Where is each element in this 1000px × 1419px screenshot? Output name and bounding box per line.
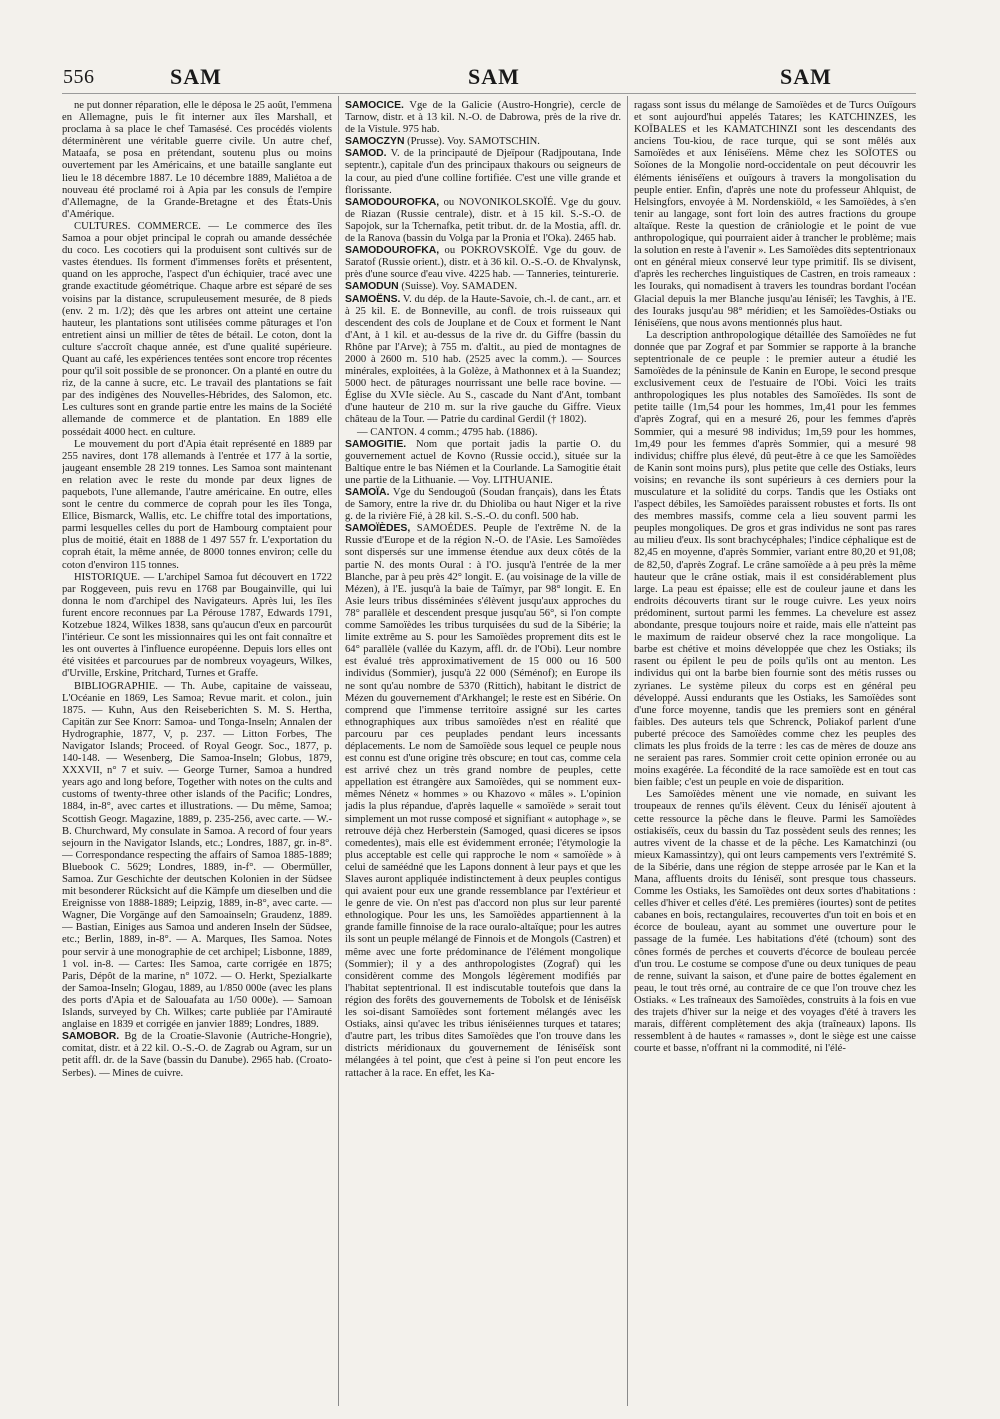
entry-text: ou POKROVSKOÏÉ. Vge du gouv. de Saratof (Russie orient.), distr. et à 36 kil. O.-S.-O. de Khvalynsk, près d'une source d'eau vive. 4225 hab. — Tanneries, teinturerie.: [345, 245, 621, 281]
entry-headword: SAMOD.: [345, 148, 387, 160]
dictionary-entry: [345, 197, 621, 245]
column-rule-1: [338, 96, 339, 1406]
entry-text: Vge de la Galicie (Austro-Hongrie), cercle de Tarnow, distr. et à 13 kil. N.-O. de Dabrowa, près de la rive dr. de la Vistule. 975 hab.: [345, 100, 621, 136]
paragraph: ne put donner réparation, elle le déposa le 25 août, l'emmena en Allemagne, puis le fit interner aux îles Marshall, et proclama à sa place le chef Tamasésé. Ces procédés violents déterminèrent une véritable guerre civile. Un autre chef, Mataafa, se posa en prétendant, soutenu plus ou moins ouvertement par les Américains, et une bataille sanglante eut lieu le 18 décembre 1887. Le 10 décembre 1889, Maliétoa a de nouveau été proclamé roi à Apia par les consuls de l'empire d'Allemagne, de la Grande-Bretagne et des États-Unis d'Amérique.: [62, 100, 332, 220]
paragraph: Les Samoïèdes mènent une vie nomade, en suivant les troupeaux de rennes qu'ils élèvent. Ceux du Iéniséï ajoutent à cette ressource la pêche dans le fleuve. Parmi les Samoïèdes ostiakiséïs, ceux du bassin du Taz possèdent seuls des rennes; les autres vivent de la chasse et de la pêche. Les Kamatchinzi (ou mieux Kamassintzy), qui ont leurs campements vers l'extrémité S. de la Sibérie, dans une région de steppe arrosée par le Kan et la Mana, affluents droits du Iéniséï, sont presque tous chasseurs. Comme les Ostiaks, les Samoïèdes ont deux sortes d'habitations : celles d'hiver et celles d'été. Les premières (iourtes) sont de petites cabanes en bois, rectangulaires, recouvertes d'un toit en bois et en écorce de bouleau, ayant au sommet une ouverture pour le passage de la fumée. Les habitations d'été (tchoum) sont des cônes formés de perches et couverts d'écorce de bouleau percée d'un trou. Le costume se compose d'une ou deux tuniques de peau de renne, suivant la saison, et d'une paire de bottes également en peau, le tout très orné, au contraire de ce que l'on trouve chez les Ostiaks. « Les traîneaux des Samoïèdes, construits à la fois en vue des trajets d'hiver sur la neige et des voyages d'été à travers les marais, diffèrent complètement des akja (traîneaux) lapons. Ils ressemblent à de hautes « ramasses », dont le siège est une caisse courte et basse, n'offrant ni la commodité, ni l'élé-: [634, 789, 916, 1055]
dictionary-entry: [345, 294, 621, 427]
dictionary-entry: [345, 245, 621, 281]
entry-headword: SAMOCICE.: [345, 100, 404, 111]
entry-headword: SAMODOUROFKA,: [345, 196, 440, 208]
running-head-center: SAM: [468, 64, 520, 89]
paragraph: BIBLIOGRAPHIE. — Th. Aube, capitaine de vaisseau, L'Océanie en 1869, Les Samoa; Revue marit. et colon., juin 1875. — Kuhn, Aus den Reiseberichten S. M. S. Hertha, Capitän zur See Knorr: Samoa- und Tonga-Inseln; Annalen der Hydrographie, 1877, V, p. 237. — Litton Forbes, The Navigator Islands; Proceed. of Royal Geogr. Soc., 1877, p. 140-148. — Wesenberg, Die Samoa-Inseln; Globus, 1879, XXXVII, n° 7 et suiv. — George Turner, Samoa a hundred years ago and long before, Together with notes on the cults and customs of twenty-three other islands of the Pacific; Londres, 1884, in-8°, avec cartes et illustrations. — Du même, Samoa; Scottish Geogr. Magazine, 1889, p. 235-256, avec carte. — W.-B. Churchward, My consulate in Samoa. A record of four years sejourn in the Navigator Islands, etc.; Londres, 1887, gr. in-8°. — Correspondance respecting the affairs of Samoa 1885-1889; Bluebook C. 5629; Londres, 1889, in-f°. — Obermüller, Samoa. Zur Geschichte der deutschen Kolonien in der Südsee mit besonderer Rücksicht auf die Kämpfe um dieselben und die Ereignisse von 1888-1889; Leipzig, 1889, in-8°, avec carte. — Wagner, Die Vorgänge auf den Samoainseln; Graudenz, 1889. — Bastian, Einiges aus Samoa und anderen Inseln der Südsee, etc.; Berlin, 1889, in-8°. — A. Marques, Iles Samoa. Notes pour servir à une monographie de cet archipel; Lisbonne, 1889, 1 vol. in-8. — Cartes: Iles Samoa, carte corrigée en 1875; Paris, Dépôt de la marine, n° 1072. — O. Herkt, Spezialkarte der Samoa-Inseln; Glogau, 1889, au 1/850 000e (avec les plans des ports d'Apia et de Salouafata au 1/50 000e). — Samoan Islands, surveyed by Ch. Wilkes; carte publiée par l'Amirauté anglaise en 1839 et corrigée en janvier 1889; Londres, 1889.: [62, 680, 332, 1031]
entry-headword: SAMOÏA.: [345, 487, 390, 498]
paragraph: La description anthropologique détaillée des Samoïèdes ne fut donnée que par Zograf et par Sommier se rapporte à la branche septentrionale de ce peuple : le premier auteur a étudié les Samoïèdes de la péninsule de Kanin en Europe, le second presque exclusivement ceux de l'estuaire de l'Obi. Voici les traits anthropologiques les plus notables des Samoïèdes. Ils sont de petite taille (1m,54 pour les hommes, 1m,41 pour les femmes d'après Zograf, qui en a mesuré 26, pour les femmes d'après Sommier, qui a mesuré 98 individus; 1m,59 pour les hommes, 1m,49 pour les femmes d'après Sommier, qui a mesuré 98 individus; chiffre plus élevé, dû peut-être à ce que les Samoïèdes de Kanin sont moins purs), plus petite que celle des Ostiaks, leurs voisins; en revanche ils sont supérieurs à ces derniers pour la musculature et la solidité du corps. Tandis que les Ostiaks ont l'aspect débiles, les Samoïèdes paraissent robustes et forts. Ils ont des membres massifs, comme cela a lieu souvent parmi les peuples mongoliques. De gros et gras individus ne sont pas rares au milieu d'eux. Ils sont brachycéphales; l'indice céphalique est de 82,45 en moyenne, d'après Sommier, variant entre 80,20 et 91,08; de 82,50, d'après Zograf. Le crâne samoïède a à peu près la même hauteur que le crâne ostiak, mais il est considérablement plus large. La peau est épaisse; elle est de couleur jaune et dans les endroits découverts tirant sur le rouge cuivre. Les yeux noirs prédominent, surtout parmi les femmes. La chevelure est assez abondante, presque toujours noire et raide, mais elle n'atteint pas le maximum de raideur observé chez la race mongolique. La barbe est chétive et moins développée que chez les Ostiaks; ils rasent ou épilent le peu de poils qu'ils ont au menton. Les individus qui ont la barbe bien fournie sont des métis russes ou zyrianes. Le système pileux du corps est en général peu développé. Aussi endurants que les Ostiaks, les Samoïèdes sont d'une force moyenne, tandis que les premiers sont en général faibles. Des auteurs tels que Schrenck, Poliakof parlent d'une puberté précoce des Samoïèdes comme chez les peuples des climats les plus froids de la terre : les cas de mères de douze ans ne seraient pas rares. Sommier croit cette opinion erronée ou au moins exagérée. La fécondité de la race samoïède est en tout cas bien faible; c'est un peuple en voie de disparition.: [634, 329, 916, 789]
entry-headword: SAMOËNS.: [345, 293, 401, 305]
entry-headword: SAMODUN: [345, 281, 399, 293]
entry-headword: SAMOBOR.: [62, 1031, 120, 1043]
running-head-right: SAM: [780, 64, 832, 89]
text-column-2: [345, 100, 621, 1410]
entry-text: Bg de la Croatie-Slavonie (Autriche-Hongrie), comitat, distr. et à 22 kil. O.-S.-O. de Zagrab ou Agram, sur un petit affl. dr. de la Save (bassin du Danube). 2965 hab. (Croato-Serbes). — Mines de cuivre.: [62, 1031, 332, 1079]
dictionary-entry: [345, 523, 621, 1079]
text-column-3: [634, 100, 916, 1410]
page-number: 556: [63, 66, 95, 88]
paragraph: — CANTON. 4 comm.; 4795 hab. (1886).: [357, 426, 538, 438]
dictionary-entry: [345, 281, 621, 293]
entry-text: (Suisse). Voy. SAMADEN.: [398, 281, 518, 293]
entry-headword: SAMOÏÈDES,: [345, 523, 411, 535]
entry-headword: SAMOGITIE.: [345, 438, 407, 450]
paragraph: HISTORIQUE. — L'archipel Samoa fut découvert en 1722 par Roggeveen, puis revu en 1768 par Bougainville, qui lui donna le nom d'archipel des Navigateurs. Après lui, les îles furent encore reconnues par La Pérouse 1787, Edwards 1791, Kotzebue 1824, Wilkes 1838, sans qu'aucun d'eux en parcourût l'intérieur. Ce sont les missionnaires qui les ont fait connaître et les ont ouvertes à l'influence européenne. Depuis lors elles ont été visitées et parcourues par de nombreux voyageurs, Wilkes, d'Urville, Erskine, Pritchard, Turnes et Graffe.: [62, 571, 332, 680]
column-rule-2: [627, 96, 628, 1406]
paragraph: ragass sont issus du mélange de Samoïèdes et de Turcs Ouïgours et sont aujourd'hui appelés Tatares; les KATCHINZES, les KOÏBALES et les KAMATCHINZI sont les descendants des anciens Tou-kiou, de race turque, qui se sont mêlés aux Samoïèdes et aux Iéniséïens. Même chez les SOÏOTES ou Soïones de la Mongolie nord-occidentale on peut découvrir les éléments iéniséïens et ouïgours à travers la mongolisation du peuple entier. Enfin, d'après une note du professeur Ahlquist, de Helsingfors, envoyée à M. Nordenskiöld, « les Samoïèdes, à s'en tenir au langage, sont fort loin des autres fractions du groupe altaïque. Reste la question de crâniologie et le point de vue anthropologique, qui pourraient aider à trancher le problème; mais la solution en reste à l'avenir ». Les Samoïèdes dits septentrionaux ont en général mieux conservé leur type primitif. Ils se divisent, d'après les recherches linguistiques de Castren, en trois rameaux : les Iouraks, qui nomadisent à travers les toundras bordant l'océan Glacial depuis la mer Blanche jusqu'au Iéniséï; les Tavghis, à l'E. des Iouraks jusqu'au 98° méridien; et les Samoïèdes-Ostiaks ou Iéniséïens, que nous avons mentionnés plus haut.: [634, 100, 916, 329]
dictionary-entry: [345, 148, 621, 196]
paragraph: CULTURES. COMMERCE. — Le commerce des îles Samoa a pour objet principal le coprah ou amande desséchée du coco. Les cocotiers qui la produisent sont cultivés sur de vastes étendues. Ils forment d'immenses forêts et présentent, quand on les approche, l'aspect d'un échiquier, tracé avec une grande exactitude géométrique. Chaque arbre est séparé de ses voisins par la distance, scrupuleusement mesurée, de 8 pieds (env. 2 m. 1/2); dès que les arbres ont atteint une certaine hauteur, les plantations sont utilisées comme pâturages et l'on entretient ainsi un millier de têtes de bétail. Le coton, dont la culture s'accroît chaque année, est d'une qualité supérieure. Quant au café, les expériences tentées sont encore trop récentes pour qu'il soit possible de se prononcer. On a planté en outre du riz, de la canne à sucre, etc. Le travail des plantations se fait par des indigènes des Nouvelles-Hébrides, des Salomon, etc. Les cultures sont en grande partie entre les mains de la Société allemande de commerce et de plantation. En 1889 elle possédait 4000 hect. en culture.: [62, 220, 332, 438]
text-column-1: [62, 100, 332, 1410]
header-rule: [62, 93, 916, 94]
entry-text: V. de la principauté de Djeïpour (Radjpoutana, Inde septentr.), capitale d'un des principaux thakours ou seigneurs de la cour, au pied d'une colline fortifiée. C'est une ville grande et florissante.: [345, 148, 621, 196]
dictionary-entry: [62, 1031, 332, 1079]
entry-headword: SAMOCZYN: [345, 136, 405, 148]
running-head-left: SAM: [170, 64, 222, 89]
dictionary-entry: [345, 100, 621, 136]
dictionary-entry: [345, 439, 621, 487]
entry-text: Vge du Sendougoû (Soudan français), dans les États de Samory, entre la rive dr. du Dhioliba ou haut Niger et la rive g. de la rivière Fié, à 28 kil. S.-S.-O. du confl. 500 hab.: [345, 487, 621, 523]
entry-text: Nom que portait jadis la partie O. du gouvernement actuel de Kovno (Russie occid.), située sur la Baltique entre le bas Niémen et la Courlande. La Samogitie était une partie de la Lithuanie. — Voy. LITHUANIE.: [345, 438, 621, 486]
entry-text: SAMOÉDES. Peuple de l'extrême N. de la Russie d'Europe et de la région N.-O. de l'Asie. Les Samoïèdes sont dispersés sur une immense étendue aux deux côtés de la partie N. des monts Oural : à l'O. jusqu'à l'entrée de la mer Blanche, par à peu près 42° longit. E. (au voisinage de la ville de Mézen), à l'E. jusqu'à la baie de Taïmyr, par 98° longit. E. En Asie leurs tribus disséminées s'élèvent jusqu'aux approches du 78° parallèle et descendent presque jusqu'au 56°, si l'on compte comme Samoïèdes les tribus turquisées du sud de la Sibérie; la limite extrême au S. pour les Samoïèdes proprement dits est le 64° parallèle (vallée du Kazym, affl. dr. de l'Obi). Leur nombre est évalué très approximativement de 15 000 ou 16 500 individus (Sommier), jusqu'à 22 000 (Séménof); en Europe ils ne sont qu'au nombre de 5370 (Rittich), habitant le district de Mézen du gouvernement d'Arkhangel; le reste est en Sibérie. On comprend que l'immense territoire assigné sur les cartes ethnographiques aux tribus samoïèdes n'est en réalité que parcouru par ces peuplades pendant leurs incessants déplacements. Le nom de Samoïède sous lequel ce peuple nous est connu est d'une origine très obscure; en tout cas, comme cela est arrivé chez un très grand nombre de peuples, cette appellation est étrangère aux Samoïèdes, qui se nomment eux-mêmes Nénetz « hommes » ou Khazovo « mâles ». L'opinion jadis la plus répandue, d'après laquelle « samoïède » serait tout simplement un mot russe composé et signifiant « autophage », se retrouve déjà chez Herberstein (Samoged, quasi diceres se ipsos comedentes), mais elle est évidemment erronée; l'étymologie la plus acceptable est celle qui rapproche le nom « samoïède » à celui de saméédné que les Lapons donnent à leur pays et que les Slaves auront appliquée indistinctement à deux peuples contigus qui avaient pour eux une grande ressemblance par l'extérieur et le genre de vie. On n'est pas d'accord non plus sur leur parenté ethnologique. Pour les uns, les Samoïèdes appartiennent à la grande famille finnoise de la race ouralo-altaïque; pour les autres ils sont un peuple mélangé de Finnois et de Mongols (Castren) et même avec une forte prédominance de l'élément mongolique (Sommier); il y a des anthropologistes (Zograf) qui les considèrent comme des Mongols légèrement modifiés par l'habitat septentrional. Il est indiscutable toutefois que dans la région des forêts des gouvernements de Tobolsk et de Iéniséïsk les soi-disant Samoïèdes sont fortement mélangés avec les Ostiaks, ainsi qu'avec les tribus iéniséiennes turques et tatares; d'autre part, les tribus dites Samoïèdes que l'on trouve dans les districts méridionaux du gouvernement de Iéniséïsk sont mélangées à tel point, que c'est à peine si l'on peut encore les rattacher à la race. En effet, les Ka-: [345, 523, 621, 1079]
paragraph: Le mouvement du port d'Apia était représenté en 1889 par 255 navires, dont 178 allemands à l'entrée et 177 à la sortie, jaugeant ensemble 28 219 tonnes. Les Samoa sont maintenant en relation avec le reste du monde par deux lignes de paquebots, l'une allemande, l'autre américaine. En outre, elles sont le centre du commerce de coprah pour les îles Tonga, Ellice, Bismarck, Wallis, etc. Le chiffre total des importations, parmi lesquelles celles du port de Hambourg comptaient pour plus de moitié, était en 1888 de 1 497 557 fr. L'exportation du coprah était, la même année, de 8000 tonnes environ; celle du coton d'environ 115 tonnes.: [62, 438, 332, 571]
entry-text: V. du dép. de la Haute-Savoie, ch.-l. de cant., arr. et à 25 kil. E. de Bonneville, au confl. de trois ruisseaux qui descendent des cols de Jouplane et de Coux et forment le Nant d'Ant, à 1 kil. et au-dessus de la rive dr. du Giffre (bassin du Rhône par l'Arve); à 755 m. d'altit., au pied de montagnes de 2000 à 2600 m. 510 hab. (2525 avec la comm.). — Sources minérales, exploitées, à la Golèze, à Mathonnex et à la Suandez; 5000 hect. de pâturages nourrissant une belle race bovine. — Église du XVIe siècle. Au S., cascade du Nant d'Ant, tombant d'une hauteur de 210 m. sur la rive gauche du Giffre. Vieux château de la Tour. — Patrie du cardinal Gerdil († 1802).: [345, 293, 621, 426]
dictionary-entry: [345, 487, 621, 523]
entry-text: (Prusse). Voy. SAMOTSCHIN.: [404, 136, 540, 148]
dictionary-entry: [345, 136, 621, 148]
entry-headword: SAMODOUROFKA,: [345, 245, 440, 257]
entry-text: ou NOVONIKOLSKOÏÉ. Vge du gouv. de Riazan (Russie centrale), distr. et à 15 kil. S.-S.-O. de Sapojok, sur la Tchernafka, petit tribut. dr. de la Mostia, affl. dr. de la Ranova (bassin du Volga par la Pronia et l'Oka). 2465 hab.: [345, 196, 621, 245]
